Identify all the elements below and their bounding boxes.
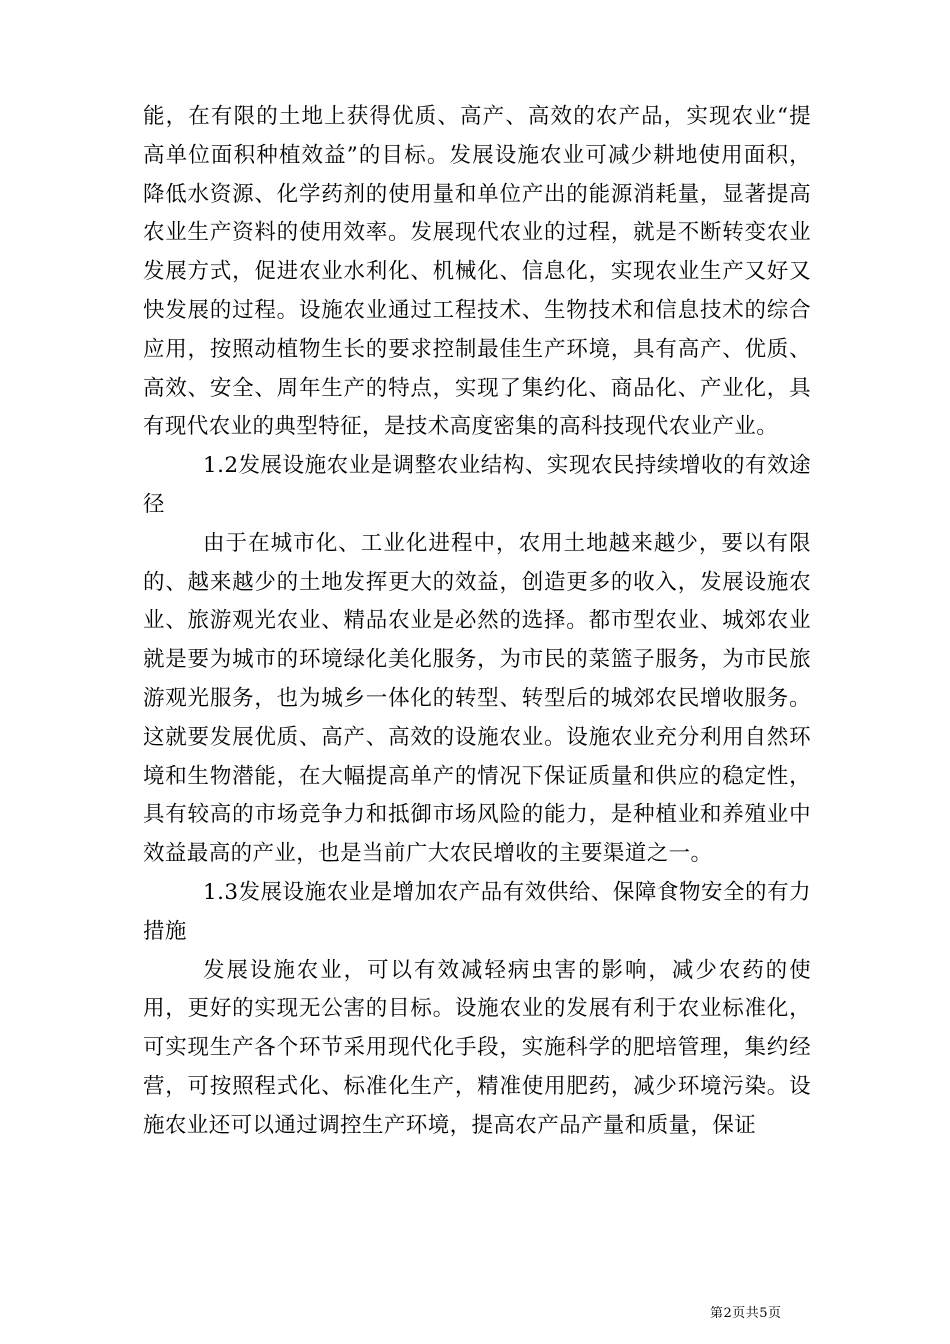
document-body [143,98,811,1146]
paragraph-continued: 能，在有限的土地上获得优质、高产、高效的农产品，实现农业“提高单位面积种植效益”的目标。发展设施农业可减少耕地使用面积，降低水资源、化学药剂的使用量和单位产出的能源消耗量，显著提高农业生产资料的使用效率。发展现代农业的过程，就是不断转变农业发展方式，促进农业水利化、机械化、信息化，实现农业生产又好又快发展的过程。设施农业通过工程技术、生物技术和信息技术的综合应用，按照动植物生长的要求控制最佳生产环境，具有高产、优质、高效、安全、周年生产的特点，实现了集约化、商品化、产业化，具有现代农业的典型特征，是技术高度密集的高科技现代农业产业。 [143,104,811,440]
paragraph-section-1-2: 由于在城市化、工业化进程中，农用土地越来越少，要以有限的、越来越少的土地发挥更大的效益，创造更多的收入，发展设施农业、旅游观光农业、精品农业是必然的选择。都市型农业、城郊农业就是要为城市的环境绿化美化服务，为市民的菜篮子服务，为市民旅游观光服务，也为城乡一体化的转型、转型后的城郊农民增收服务。这就要发展优质、高产、高效的设施农业。设施农业充分利用自然环境和生物潜能，在大幅提高单产的情况下保证质量和供应的稳定性，具有较高的市场竞争力和抵御市场风险的能力，是种植业和养殖业中效益最高的产业，也是当前广大农民增收的主要渠道之一。 [143,530,811,867]
paragraph-section-1-3: 发展设施农业，可以有效减轻病虫害的影响，减少农药的使用，更好的实现无公害的目标。设施农业的发展有利于农业标准化，可实现生产各个环节采用现代化手段，实施科学的肥培管理，集约经营，可按照程式化、标准化生产，精准使用肥药，减少环境污染。设施农业还可以通过调控生产环境，提高农产品产量和质量，保证 [143,957,811,1138]
section-heading-1-2: 1.2发展设施农业是调整农业结构、实现农民持续增收的有效途径 [143,453,811,517]
page-number-footer: 第2页共5页 [710,1306,782,1321]
section-heading-1-3: 1.3发展设施农业是增加农产品有效供给、保障食物安全的有力措施 [143,879,811,944]
